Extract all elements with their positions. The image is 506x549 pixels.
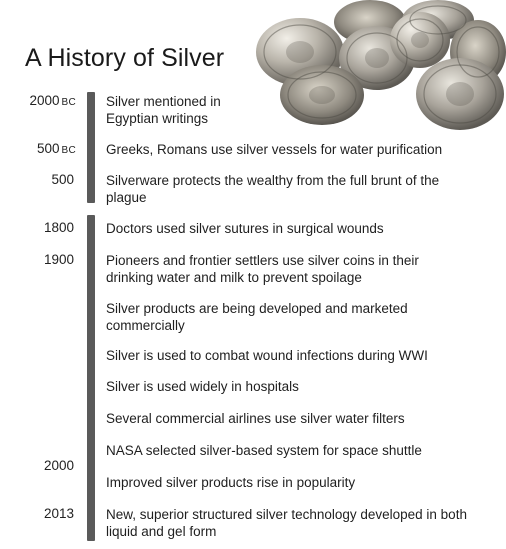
event-date — [6, 347, 76, 362]
silver-coins-image — [252, 0, 506, 132]
event-date — [6, 410, 76, 425]
event-text: Greeks, Romans use silver vessels for water purification — [106, 142, 443, 157]
event-text: New, superior structured silver technology developed in both liquid and gel form — [106, 507, 467, 539]
event-text: Silver is used widely in hospitals — [106, 379, 299, 394]
page-title: A History of Silver — [25, 44, 225, 72]
event-text: Silver mentioned in Egyptian writings — [106, 94, 221, 126]
event-date: 500 BC — [36, 141, 76, 156]
event-date — [6, 300, 76, 315]
event-date: 500 — [51, 172, 74, 187]
event-text: Several commercial airlines use silver water filters — [106, 411, 405, 426]
event-text: Pioneers and frontier settlers use silver coins in their drinking water and milk to prevent spoilage — [106, 253, 419, 285]
event-text: NASA selected silver-based system for space shuttle — [106, 443, 422, 458]
event-date: 2000 — [43, 458, 74, 473]
event-text: Silverware protects the wealthy from the full brunt of the plague — [106, 173, 440, 205]
event-date: 1900 — [43, 252, 74, 267]
event-date: 1800 — [43, 220, 74, 235]
event-text: Improved silver products rise in popularity — [106, 475, 356, 490]
event-date: 2013 — [43, 506, 74, 521]
timeline-bar-ancient — [87, 92, 95, 203]
event-date — [6, 378, 76, 393]
event-text: Doctors used silver sutures in surgical wounds — [106, 221, 384, 236]
event-text: Silver is used to combat wound infections during WWI — [106, 348, 428, 363]
timeline-bar-modern — [87, 215, 95, 541]
event-text: Silver products are being developed and marketed commercially — [106, 301, 408, 333]
event-date: 2000 BC — [29, 93, 76, 108]
event-date — [6, 442, 76, 457]
